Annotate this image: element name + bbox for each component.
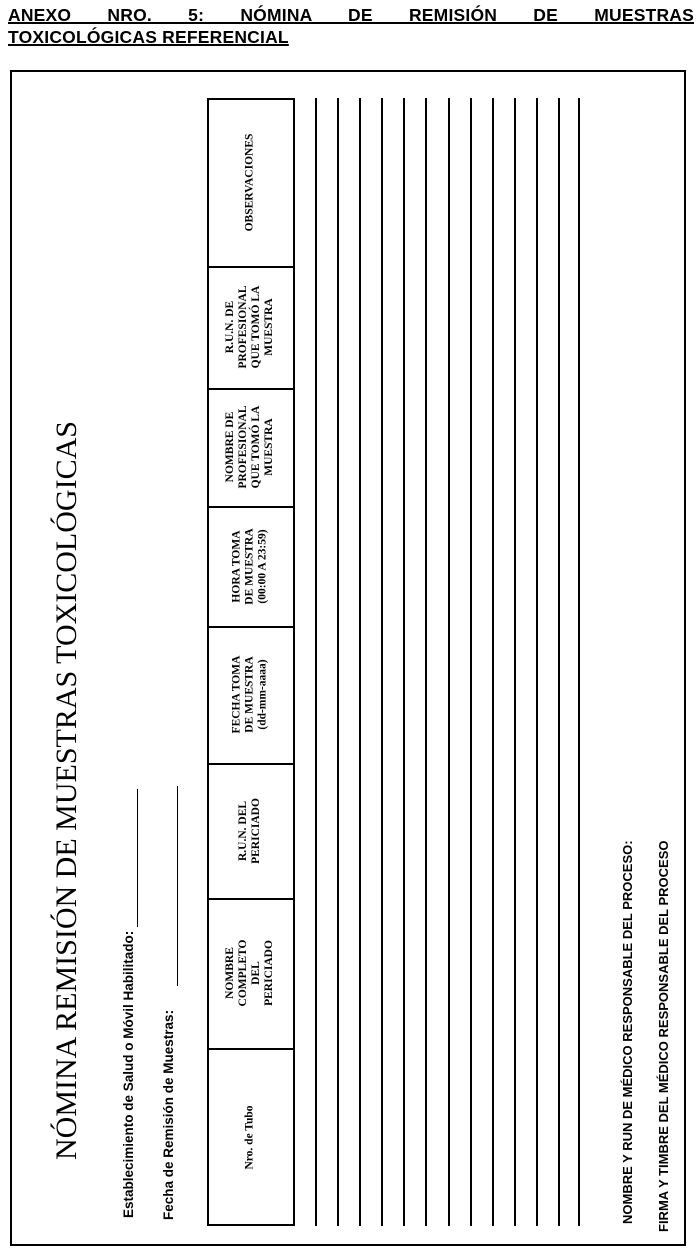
column-header <box>207 98 293 266</box>
row-divider <box>315 98 317 1226</box>
row-divider <box>337 98 339 1226</box>
establishment-label: Establecimiento de Salud o Móvil Habilitado: <box>121 930 136 1218</box>
row-divider <box>381 98 383 1226</box>
form-title: NÓMINA REMISIÓN DE MUESTRAS TOXICOLÓGICAS <box>50 421 83 1160</box>
column-header <box>207 388 293 506</box>
column-header <box>207 763 293 898</box>
row-divider <box>514 98 516 1226</box>
column-header <box>207 1048 293 1226</box>
column-header <box>207 266 293 388</box>
column-header-label: OBSERVACIONES <box>243 133 256 231</box>
annex-title <box>8 4 694 48</box>
date-blank[interactable] <box>176 786 178 986</box>
column-header <box>207 506 293 626</box>
column-header-label: NOMBRE COMPLETO DEL PERICIADO <box>224 939 275 1007</box>
samples-table <box>207 98 580 1226</box>
row-divider <box>578 98 580 1226</box>
column-header-label: FECHA TOMA DE MUESTRA (dd-mm-aaaa) <box>230 655 269 734</box>
annex-title-line-1: ANEXO NRO. 5: NÓMINA DE REMISIÓN DE MUESTRAS <box>8 5 694 25</box>
column-header-label: NOMBRE DE PROFESIONAL QUE TOMÓ LA MUESTRA <box>224 405 275 489</box>
row-divider <box>403 98 405 1226</box>
row-divider <box>470 98 472 1226</box>
establishment-blank[interactable] <box>136 789 138 927</box>
row-divider <box>359 98 361 1226</box>
row-divider <box>558 98 560 1226</box>
row-divider <box>293 98 295 1226</box>
column-header <box>207 626 293 763</box>
row-divider <box>536 98 538 1226</box>
row-divider <box>448 98 450 1226</box>
column-header-label: R.U.N. DEL PERICIADO <box>237 797 262 864</box>
column-header <box>207 898 293 1048</box>
column-header-label: Nro. de Tubo <box>243 1104 256 1170</box>
date-label: Fecha de Remisión de Muestras: <box>161 1009 176 1220</box>
establishment-field <box>120 789 138 1218</box>
row-divider <box>425 98 427 1226</box>
doctor-name-label: NOMBRE Y RUN DE MÉDICO RESPONSABLE DEL PROCESO: <box>620 840 635 1224</box>
date-field <box>160 786 178 1220</box>
doctor-signature-label: FIRMA Y TIMBRE DEL MÉDICO RESPONSABLE DEL PROCESO <box>656 840 671 1232</box>
row-divider <box>492 98 494 1226</box>
annex-title-line-2: TOXICOLÓGICAS REFERENCIAL <box>8 27 289 47</box>
column-header-label: R.U.N. DE PROFESIONAL QUE TOMÓ LA MUESTRA <box>224 285 275 369</box>
column-header-label: HORA TOMA DE MUESTRA (00:00 A 23:59) <box>230 527 269 605</box>
